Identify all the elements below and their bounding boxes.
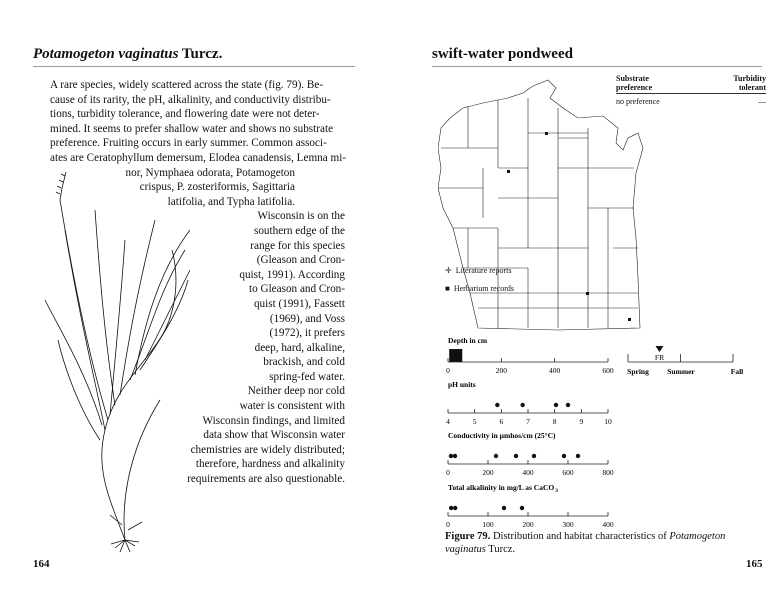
tick-label: 4 (446, 417, 450, 426)
season-label: Fall (730, 367, 744, 376)
tick-label: 400 (522, 468, 534, 477)
tick-label: 9 (579, 417, 584, 426)
body-line: nor, Nymphaea odorata, Potamogeton (125, 166, 295, 179)
tick-label: 100 (482, 520, 494, 529)
data-point (453, 506, 457, 510)
data-point (576, 454, 580, 458)
right-page (388, 0, 776, 600)
habitat-charts (388, 335, 776, 545)
body-line: Neither deep nor cold (247, 385, 345, 398)
season-label: Spring (627, 367, 649, 376)
body-line: ates are Ceratophyllum demersum, Elodea canadensis, Lemna mi- (50, 151, 347, 164)
legend-herbarium: ■ Herbarium records (445, 284, 515, 293)
body-line: quist (1991), Fassett (253, 297, 345, 310)
tick-label: 6 (499, 417, 504, 426)
tick-label: 600 (602, 366, 614, 375)
body-line: cause of its rarity, the pH, alkalinity, and conductivity distribu- (50, 93, 331, 106)
body-line: requirements are also questionable. (187, 473, 345, 486)
data-point (494, 454, 498, 458)
tick-label: 7 (526, 417, 530, 426)
data-point (514, 454, 518, 458)
body-line: deep, hard, alkaline, (254, 341, 345, 354)
page-number-left: 164 (33, 558, 50, 570)
body-line: (Gleason and Cron- (256, 254, 345, 267)
page-number-right: 165 (746, 558, 763, 570)
legend-literature: ✛ Literature reports (445, 266, 512, 275)
body-line: water is consistent with (239, 400, 345, 413)
tick-label: 200 (522, 520, 534, 529)
tick-label: 0 (446, 468, 450, 477)
depth-bar (458, 349, 462, 362)
body-line: to Gleason and Cron- (248, 283, 345, 296)
title-species: Potamogeton vaginatus (33, 46, 179, 62)
tick-label: 200 (482, 468, 494, 477)
body-line: data show that Wisconsin water (203, 429, 345, 442)
chart-title-subscript: 3 (555, 488, 558, 494)
fruiting-marker (656, 346, 664, 352)
tick-label: 300 (562, 520, 574, 529)
body-line: southern edge of the (253, 224, 345, 237)
body-line: tions, turbidity tolerance, and flowering date were not deter- (50, 108, 320, 121)
substrate-value: no preference (616, 97, 660, 106)
body-line: range for this species (250, 239, 345, 252)
body-line: latifolia, and Typha latifolia. (167, 195, 295, 208)
data-point (554, 403, 558, 407)
tick-label: 400 (602, 520, 614, 529)
chart-title: pH units (448, 380, 476, 389)
body-line: preference. Fruiting occurs in early summer. Common associ- (50, 137, 327, 150)
tick-label: 0 (446, 366, 450, 375)
turbidity-value: — (758, 97, 766, 106)
data-point (453, 454, 457, 458)
body-line: crispus, P. zosteriformis, Sagittaria (139, 181, 295, 194)
title-rule-right (432, 66, 762, 67)
data-point (449, 454, 453, 458)
title-rule (33, 66, 355, 67)
tick-label: 10 (604, 417, 612, 426)
data-point (520, 506, 524, 510)
chart-title: Depth in cm (448, 336, 488, 345)
title-author: Turcz. (178, 46, 223, 62)
turbidity-header: Turbidity tolerant (733, 74, 766, 92)
tick-label: 8 (552, 417, 557, 426)
tick-label: 600 (562, 468, 574, 477)
chart-title: Total alkalinity in mg/L as CaCO (448, 483, 555, 492)
body-line: mined. It seems to prefer shallow water and shows no substrate (50, 122, 334, 135)
data-point (495, 403, 499, 407)
data-point (449, 506, 453, 510)
body-line: (1972), it prefers (269, 327, 345, 340)
data-point (562, 454, 566, 458)
substrate-header: Substrate preference (616, 74, 653, 92)
data-point (566, 403, 570, 407)
tick-label: 400 (549, 366, 561, 375)
data-point (502, 506, 506, 510)
body-line: chemistries are widely distributed; (190, 443, 345, 456)
body-text (50, 78, 345, 487)
body-line: therefore, hardness and alkalinity (195, 458, 345, 471)
body-line: A rare species, widely scattered across the state (fig. 79). Be- (50, 79, 324, 91)
body-line: Wisconsin findings, and limited (202, 414, 345, 427)
body-line: (1969), and Voss (269, 312, 345, 325)
chart-title: Conductivity in µmhos/cm (25°C) (448, 431, 556, 440)
page-title (33, 46, 222, 63)
body-line: brackish, and cold (263, 356, 345, 369)
body-line: spring-fed water. (269, 370, 345, 383)
tick-label: 0 (446, 520, 450, 529)
data-point (520, 403, 524, 407)
tick-label: 5 (472, 417, 477, 426)
body-line: quist, 1991). According (239, 268, 345, 281)
map-legend (445, 262, 514, 298)
common-name-title: swift-water pondweed (432, 46, 573, 62)
tick-label: 800 (602, 468, 614, 477)
body-line: Wisconsin is on the (257, 210, 345, 223)
tick-label: 200 (495, 366, 507, 375)
figure-caption: Figure 79. Distribution and habitat characteristics of Potamogeton vaginatus Turcz. (445, 531, 726, 555)
season-label: Summer (667, 367, 695, 376)
fruiting-label: FR (654, 353, 665, 362)
data-point (532, 454, 536, 458)
